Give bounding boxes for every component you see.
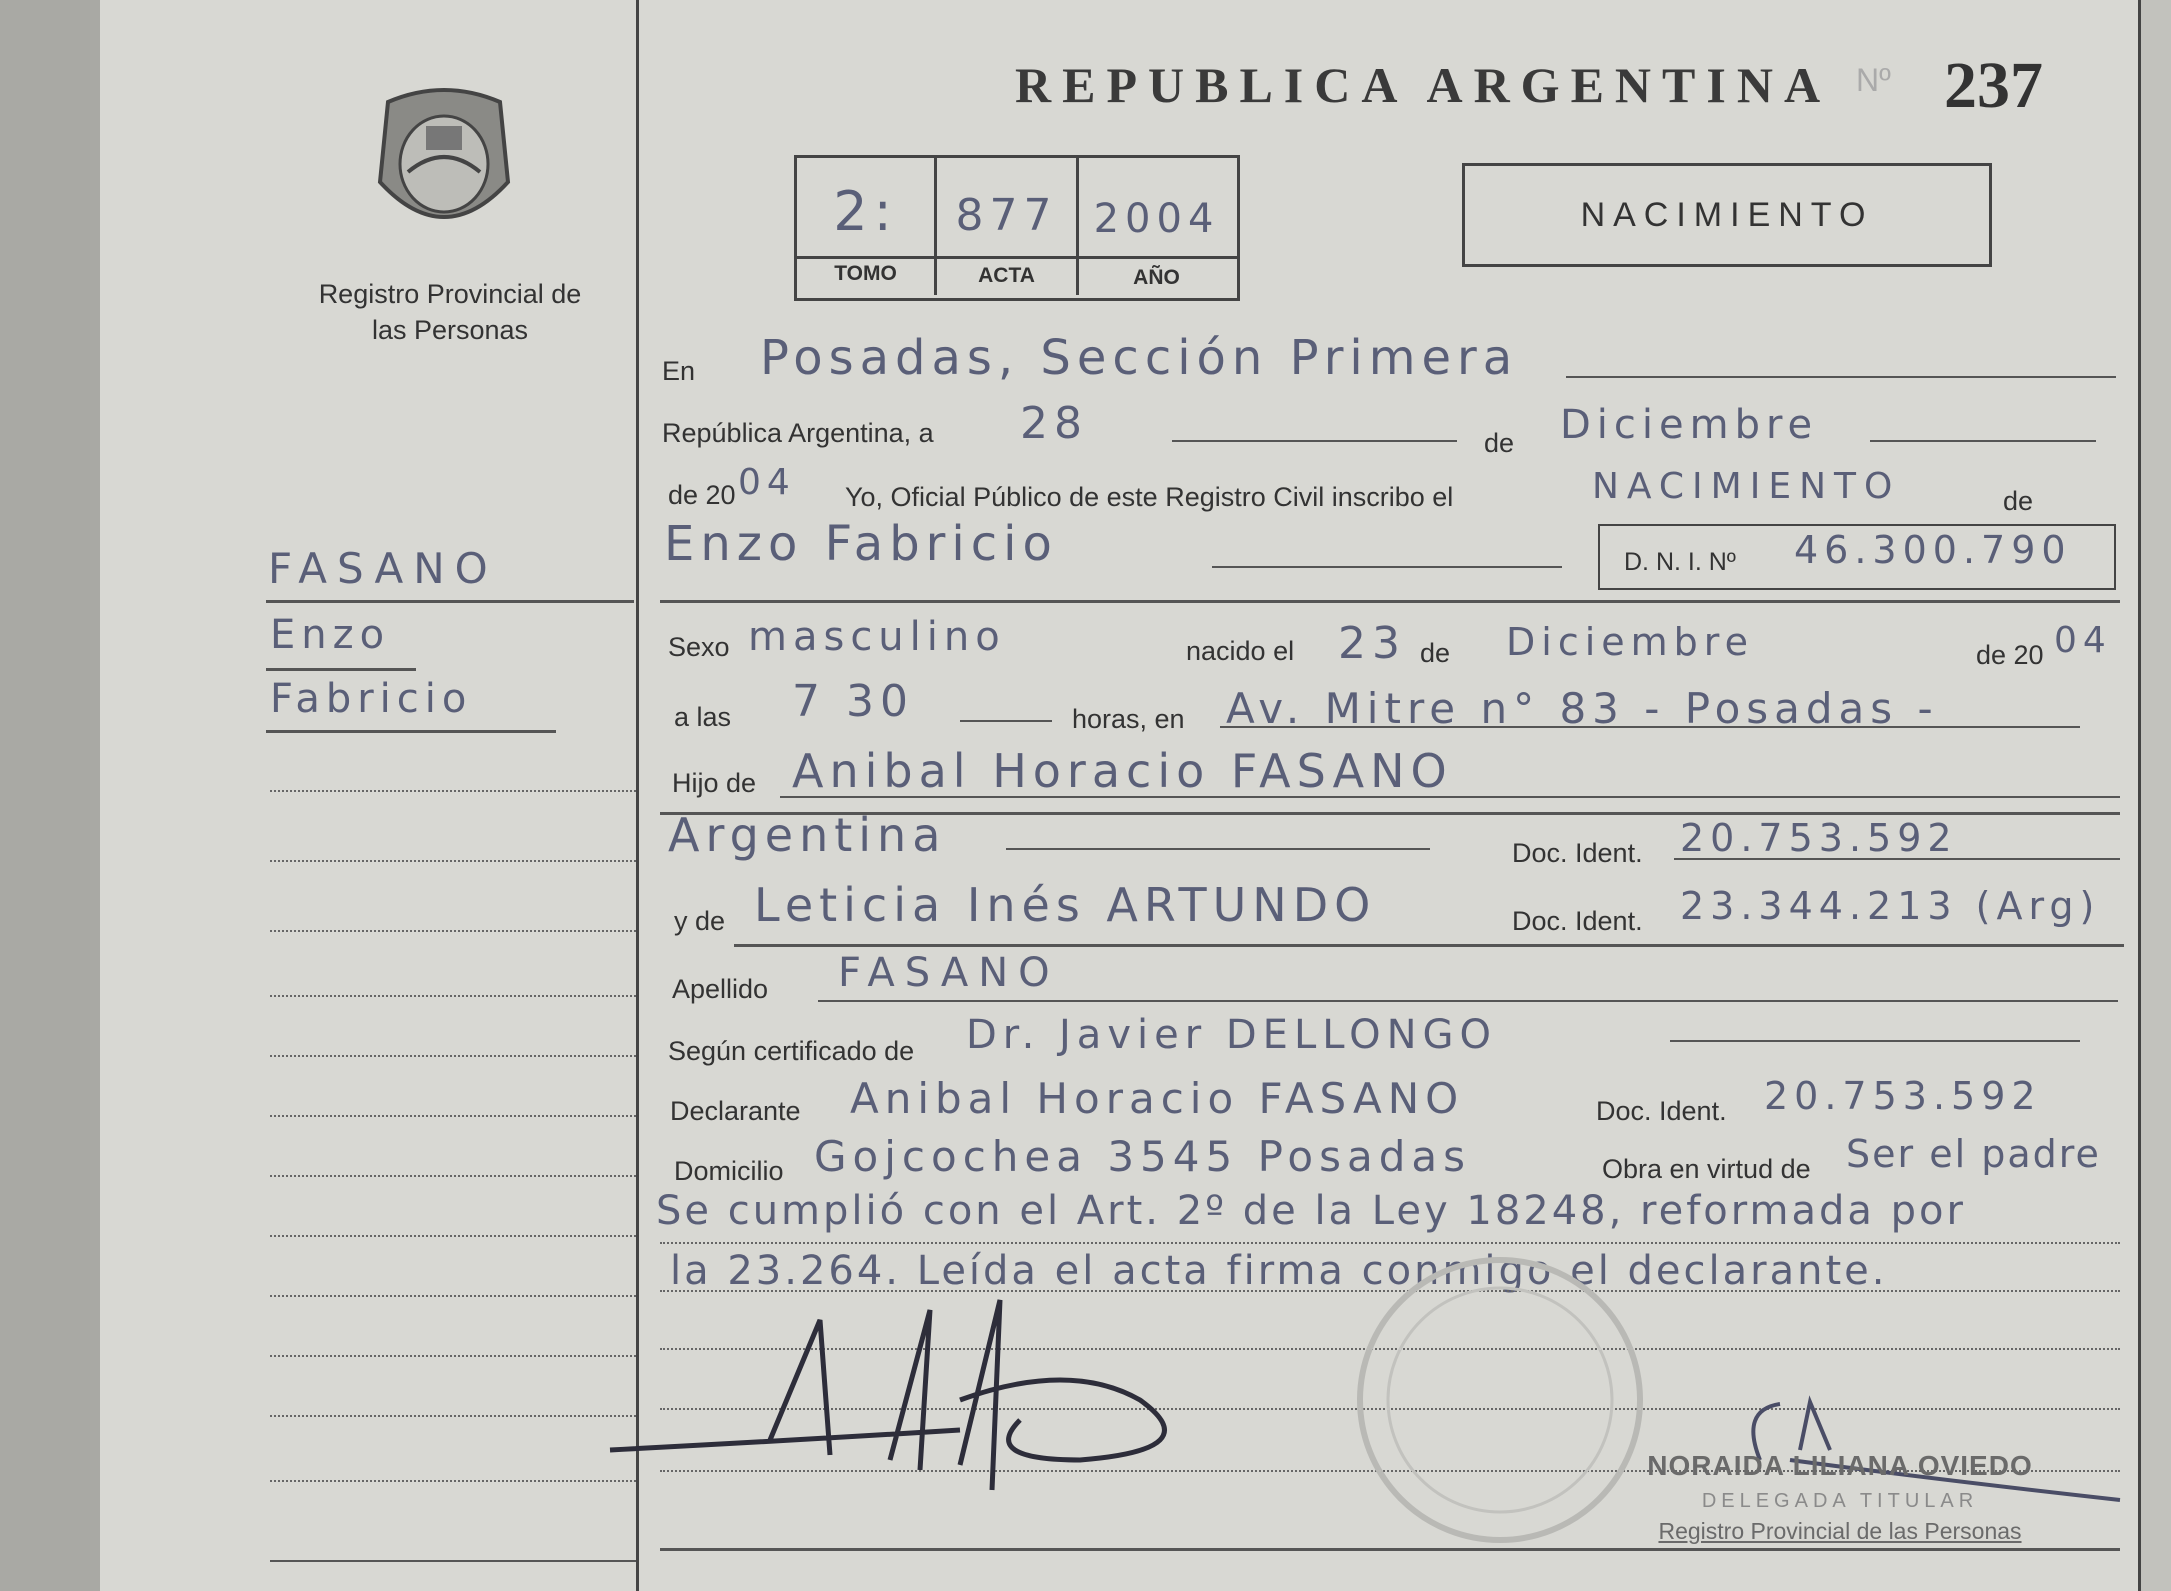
act-type-value: NACIMIENTO — [1592, 466, 1901, 507]
line — [1220, 726, 2080, 728]
birth-day-value: 23 — [1338, 618, 1406, 669]
label-sexo: Sexo — [668, 632, 730, 662]
note-line-2: la 23.264. Leída el acta firma conmigo el declarante. — [670, 1248, 1888, 1294]
label-yo: Yo, Oficial Público de este Registro Civil inscribo el — [845, 482, 1454, 512]
child-name-value: Enzo Fabricio — [664, 516, 1058, 572]
binding-edge — [0, 0, 100, 1591]
label-a-las: a las — [674, 702, 732, 732]
note-line-1: Se cumplió con el Art. 2º de la Ley 18248, reformada por — [656, 1188, 1966, 1234]
dni-value: 46.300.790 — [1794, 528, 2072, 572]
margin-line — [270, 1235, 636, 1237]
acta-label: ACTA — [978, 264, 1035, 287]
official-name: NORAIDA LILIANA OVIEDO — [1647, 1450, 2033, 1481]
margin-given-1: Enzo — [270, 612, 391, 658]
record-id-divider — [797, 256, 1237, 259]
margin-given-2: Fabricio — [270, 676, 473, 722]
day-value: 28 — [1020, 398, 1088, 449]
declarant-doc-value: 20.753.592 — [1764, 1074, 2042, 1118]
margin-line — [270, 790, 636, 792]
margin-underline — [266, 668, 416, 671]
label-de: de — [1484, 428, 1515, 458]
margin-line — [270, 1480, 636, 1482]
margin-line — [270, 1175, 636, 1177]
label-de-year: de 20 — [668, 480, 736, 510]
certificate-by-value: Dr. Javier DELLONGO — [966, 1012, 1497, 1058]
place-value: Posadas, Sección Primera — [760, 330, 1519, 386]
line — [660, 1242, 2120, 1244]
acta-value: 877 — [955, 190, 1058, 241]
label-de-2: de — [2003, 486, 2034, 516]
declarant-signature — [600, 1290, 1260, 1520]
label-y-de: y de — [674, 906, 726, 936]
official-office: Registro Provincial de las Personas — [1658, 1518, 2022, 1544]
line — [1674, 858, 2120, 860]
sex-value: masculino — [748, 614, 1006, 660]
margin-line — [270, 1295, 636, 1297]
margin-line — [270, 1055, 636, 1057]
section-rule — [660, 600, 2120, 603]
country-title: REPUBLICA ARGENTINA — [1015, 57, 1832, 113]
birth-year-suffix-value: 04 — [2054, 620, 2112, 661]
capacity-value: Ser el padre — [1846, 1132, 2101, 1176]
line — [1870, 440, 2096, 442]
label-hijo-de: Hijo de — [672, 768, 757, 798]
ano-label: AÑO — [1133, 266, 1180, 289]
label-horas: horas, en — [1072, 704, 1185, 734]
margin-underline — [266, 730, 556, 733]
line — [1670, 1040, 2080, 1042]
line — [1172, 440, 1457, 442]
label-nacido: nacido el — [1186, 636, 1295, 666]
surname-value: FASANO — [838, 950, 1060, 996]
margin-line — [270, 930, 636, 932]
label-domicilio: Domicilio — [674, 1156, 784, 1186]
birth-place-value: Av. Mitre n° 83 - Posadas - — [1226, 684, 1939, 733]
right-border — [2138, 0, 2141, 1591]
label-obra: Obra en virtud de — [1602, 1154, 1811, 1184]
margin-underline — [266, 600, 634, 603]
father-nationality-value: Argentina — [668, 808, 947, 862]
year-suffix-value: 04 — [738, 462, 796, 503]
number-prefix: Nº — [1856, 62, 1891, 98]
official-title: DELEGADA TITULAR — [1701, 1490, 1979, 1512]
margin-line — [270, 860, 636, 862]
official-stamp-icon — [1350, 1250, 1650, 1550]
label-doc-ident-3: Doc. Ident. — [1596, 1096, 1727, 1126]
line — [1006, 848, 1430, 850]
label-de-year-2: de 20 — [1976, 640, 2044, 670]
birth-month-value: Diciembre — [1506, 620, 1754, 664]
margin-line — [270, 1355, 636, 1357]
father-value: Anibal Horacio FASANO — [792, 744, 1453, 798]
tomo-label: TOMO — [834, 262, 897, 285]
father-doc-value: 20.753.592 — [1680, 816, 1958, 860]
label-republica: República Argentina, a — [662, 418, 934, 448]
page-edge — [2140, 0, 2171, 1591]
line — [818, 1000, 2118, 1002]
line — [1212, 566, 1562, 568]
mother-doc-value: 23.344.213 (Arg) — [1680, 884, 2101, 928]
margin-line — [270, 1560, 636, 1562]
margin-surname: FASANO — [268, 544, 498, 593]
label-en: En — [662, 356, 696, 386]
margin-line — [270, 1115, 636, 1117]
line — [1566, 376, 2116, 378]
registry-name: Registro Provincial de las Personas — [318, 279, 582, 345]
label-segun: Según certificado de — [668, 1036, 915, 1066]
tomo-value: 2: — [833, 180, 898, 243]
declarant-value: Anibal Horacio FASANO — [850, 1074, 1465, 1123]
coat-of-arms-icon — [368, 82, 520, 252]
mother-value: Leticia Inés ARTUNDO — [754, 878, 1377, 932]
label-dni: D. N. I. Nº — [1624, 548, 1736, 576]
section-rule — [734, 944, 2124, 947]
margin-line — [270, 995, 636, 997]
line — [960, 720, 1052, 722]
label-declarante: Declarante — [670, 1096, 801, 1126]
label-doc-ident-2: Doc. Ident. — [1512, 906, 1643, 936]
hour-value: 7 30 — [792, 676, 914, 727]
document-number: 237 — [1944, 49, 2043, 122]
address-value: Gojcochea 3545 Posadas — [814, 1132, 1471, 1181]
line — [780, 796, 2120, 798]
margin-line — [270, 1415, 636, 1417]
label-apellido: Apellido — [672, 974, 769, 1004]
label-doc-ident: Doc. Ident. — [1512, 838, 1643, 868]
label-de-3: de — [1420, 638, 1451, 668]
record-type: NACIMIENTO — [1580, 196, 1874, 234]
month-value: Diciembre — [1560, 402, 1819, 448]
ano-value: 2004 — [1093, 196, 1220, 242]
